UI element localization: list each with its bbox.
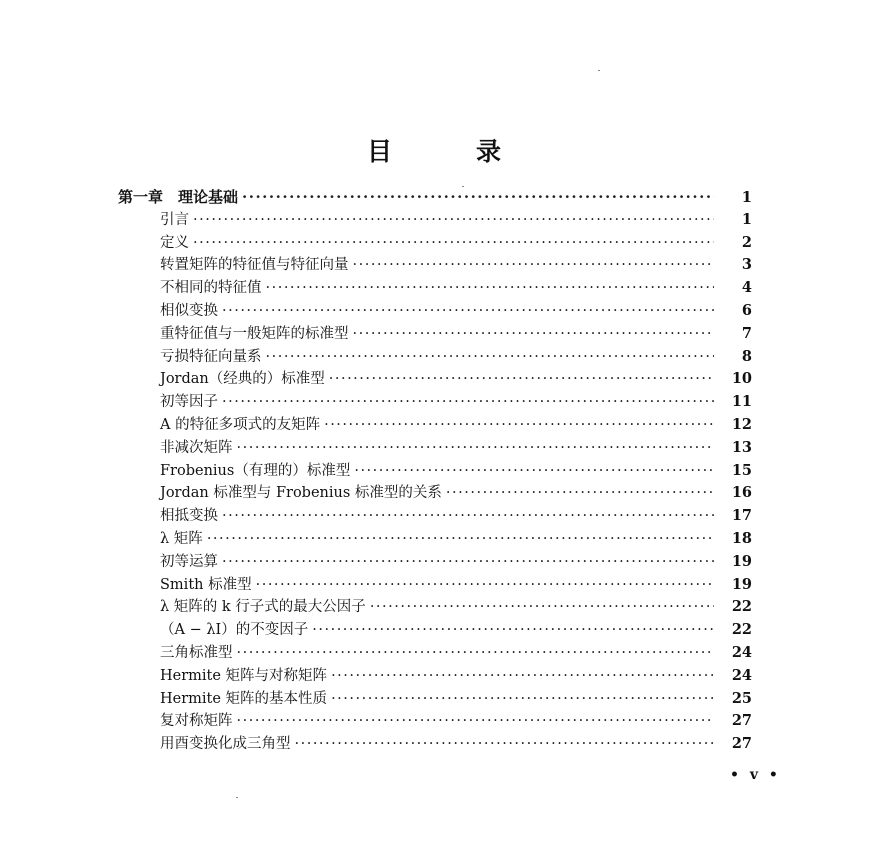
toc-leader-dots bbox=[222, 553, 714, 571]
toc-entry-page-number: 11 bbox=[731, 393, 752, 411]
toc-section-entry bbox=[160, 731, 752, 753]
toc-section-entry bbox=[160, 458, 752, 480]
toc-section-entry bbox=[160, 526, 752, 548]
toc-entry-page-number: 8 bbox=[741, 347, 752, 365]
toc-entry-title: Hermite 矩阵的基本性质 bbox=[160, 690, 328, 707]
toc-entry-page-number: 19 bbox=[731, 552, 752, 570]
page-title bbox=[0, 132, 870, 168]
toc-entry-page-number: 24 bbox=[731, 666, 752, 684]
toc-entry-title: Hermite 矩阵与对称矩阵 bbox=[160, 667, 328, 684]
toc-entry-page-number: 15 bbox=[731, 461, 752, 479]
toc-leader-dots bbox=[222, 302, 714, 320]
toc-entry-title: 初等运算 bbox=[160, 553, 218, 570]
toc-entry-title: 重特征值与一般矩阵的标准型 bbox=[160, 325, 349, 342]
toc-entry-page-number: 1 bbox=[741, 188, 752, 206]
scan-speck bbox=[236, 797, 238, 798]
toc-entry-page-number: 16 bbox=[731, 484, 752, 502]
toc-chapter-entry bbox=[118, 184, 752, 206]
toc-section-entry bbox=[160, 344, 752, 366]
scan-speck bbox=[598, 70, 600, 71]
toc-entry-title: 复对称矩阵 bbox=[160, 713, 233, 730]
toc-section-entry bbox=[160, 275, 752, 297]
toc-entry-page-number: 7 bbox=[741, 324, 752, 342]
toc-entry-title: λ 矩阵的 k 行子式的最大公因子 bbox=[160, 599, 366, 616]
toc-section-entry bbox=[160, 321, 752, 343]
toc-section-entry bbox=[160, 617, 752, 639]
toc-entry-title: 三角标准型 bbox=[160, 645, 233, 661]
toc-section-entry bbox=[160, 298, 752, 320]
toc-leader-dots bbox=[312, 621, 714, 639]
toc-entry-page-number: 27 bbox=[731, 735, 752, 753]
toc-entry-page-number: 1 bbox=[741, 210, 752, 228]
toc-entry-page-number: 10 bbox=[731, 370, 752, 388]
toc-section-entry bbox=[160, 412, 752, 434]
toc-entry-title: Jordan（经典的）标准型 bbox=[160, 371, 325, 388]
toc-leader-dots bbox=[370, 598, 714, 616]
toc-leader-dots bbox=[266, 279, 715, 297]
toc-section-entry bbox=[160, 207, 752, 229]
toc-entry-title: 不相同的特征值 bbox=[160, 280, 262, 297]
toc-entry-page-number: 25 bbox=[731, 689, 752, 707]
toc-entry-page-number: 18 bbox=[731, 530, 752, 547]
toc-leader-dots bbox=[354, 462, 714, 480]
toc-entry-page-number: 24 bbox=[731, 644, 752, 661]
toc-section-entry bbox=[160, 594, 752, 616]
title-char-2: 录 bbox=[476, 137, 504, 166]
toc-leader-dots bbox=[242, 188, 714, 206]
toc-leader-dots bbox=[237, 439, 715, 457]
toc-entry-title: λ 矩阵 bbox=[160, 531, 203, 547]
toc-section-entry bbox=[160, 640, 752, 662]
toc-section-entry bbox=[160, 230, 752, 252]
toc-entry-title: 相抵变换 bbox=[160, 508, 218, 525]
toc-leader-dots bbox=[256, 576, 714, 594]
toc-leader-dots bbox=[353, 256, 715, 274]
toc-section-entry bbox=[160, 435, 752, 457]
toc-entry-title: 初等因子 bbox=[160, 394, 218, 411]
toc-entry-title: 转置矩阵的特征值与特征向量 bbox=[160, 257, 349, 274]
toc-leader-dots bbox=[329, 370, 714, 388]
toc-leader-dots bbox=[331, 690, 714, 708]
toc-entry-title: 亏损特征向量系 bbox=[160, 348, 262, 365]
toc-section-entry bbox=[160, 686, 752, 708]
toc-entry-title: Smith 标准型 bbox=[160, 576, 252, 593]
toc-leader-dots bbox=[237, 712, 715, 730]
toc-entry-page-number: 27 bbox=[731, 712, 752, 730]
toc-section-entry bbox=[160, 366, 752, 388]
toc-section-entry bbox=[160, 389, 752, 411]
toc-entry-title: 非减次矩阵 bbox=[160, 439, 233, 456]
scan-speck bbox=[462, 186, 464, 187]
toc-entry-title: 第一章 理论基础 bbox=[118, 188, 239, 206]
toc-entry-page-number: 2 bbox=[741, 233, 752, 251]
toc-leader-dots bbox=[237, 644, 715, 662]
toc-section-entry bbox=[160, 252, 752, 274]
toc-leader-dots bbox=[193, 211, 714, 229]
toc-entry-page-number: 4 bbox=[741, 279, 752, 297]
toc-entry-title: A 的特征多项式的友矩阵 bbox=[160, 417, 321, 433]
toc-section-entry bbox=[160, 503, 752, 525]
toc-leader-dots bbox=[295, 735, 715, 753]
toc-entry-title: 用酉变换化成三角型 bbox=[160, 736, 291, 753]
toc-leader-dots bbox=[324, 416, 714, 434]
toc-section-entry bbox=[160, 572, 752, 594]
toc-entry-title: 引言 bbox=[160, 211, 189, 228]
toc-entry-title: Jordan 标准型与 Frobenius 标准型的关系 bbox=[160, 485, 442, 502]
toc-entry-page-number: 12 bbox=[731, 416, 752, 433]
toc-entry-page-number: 22 bbox=[731, 598, 752, 616]
toc-entry-title: （A − λI）的不变因子 bbox=[160, 622, 309, 639]
toc-section-entry bbox=[160, 708, 752, 730]
toc-leader-dots bbox=[207, 530, 714, 548]
toc-leader-dots bbox=[331, 667, 714, 685]
toc-entry-page-number: 19 bbox=[731, 575, 752, 593]
toc-leader-dots bbox=[353, 325, 715, 343]
toc-leader-dots bbox=[193, 234, 714, 252]
toc-entry-page-number: 13 bbox=[731, 438, 752, 456]
page-number-footer: • v • bbox=[730, 767, 781, 783]
toc-section-entry bbox=[160, 663, 752, 685]
toc-section-entry bbox=[160, 549, 752, 571]
title-char-1: 目 bbox=[366, 137, 394, 166]
toc-leader-dots bbox=[222, 393, 714, 411]
toc-entry-title: 定义 bbox=[160, 234, 189, 251]
toc-entry-title: 相似变换 bbox=[160, 303, 218, 319]
toc-section-entry bbox=[160, 480, 752, 502]
toc-entry-page-number: 22 bbox=[731, 621, 752, 639]
toc-entry-page-number: 3 bbox=[741, 256, 752, 274]
toc-entry-page-number: 6 bbox=[741, 302, 752, 319]
toc-leader-dots bbox=[266, 348, 715, 366]
toc-entry-title: Frobenius（有理的）标准型 bbox=[160, 462, 351, 479]
toc-entry-page-number: 17 bbox=[731, 507, 752, 525]
toc-leader-dots bbox=[222, 507, 714, 525]
toc-leader-dots bbox=[446, 484, 714, 502]
